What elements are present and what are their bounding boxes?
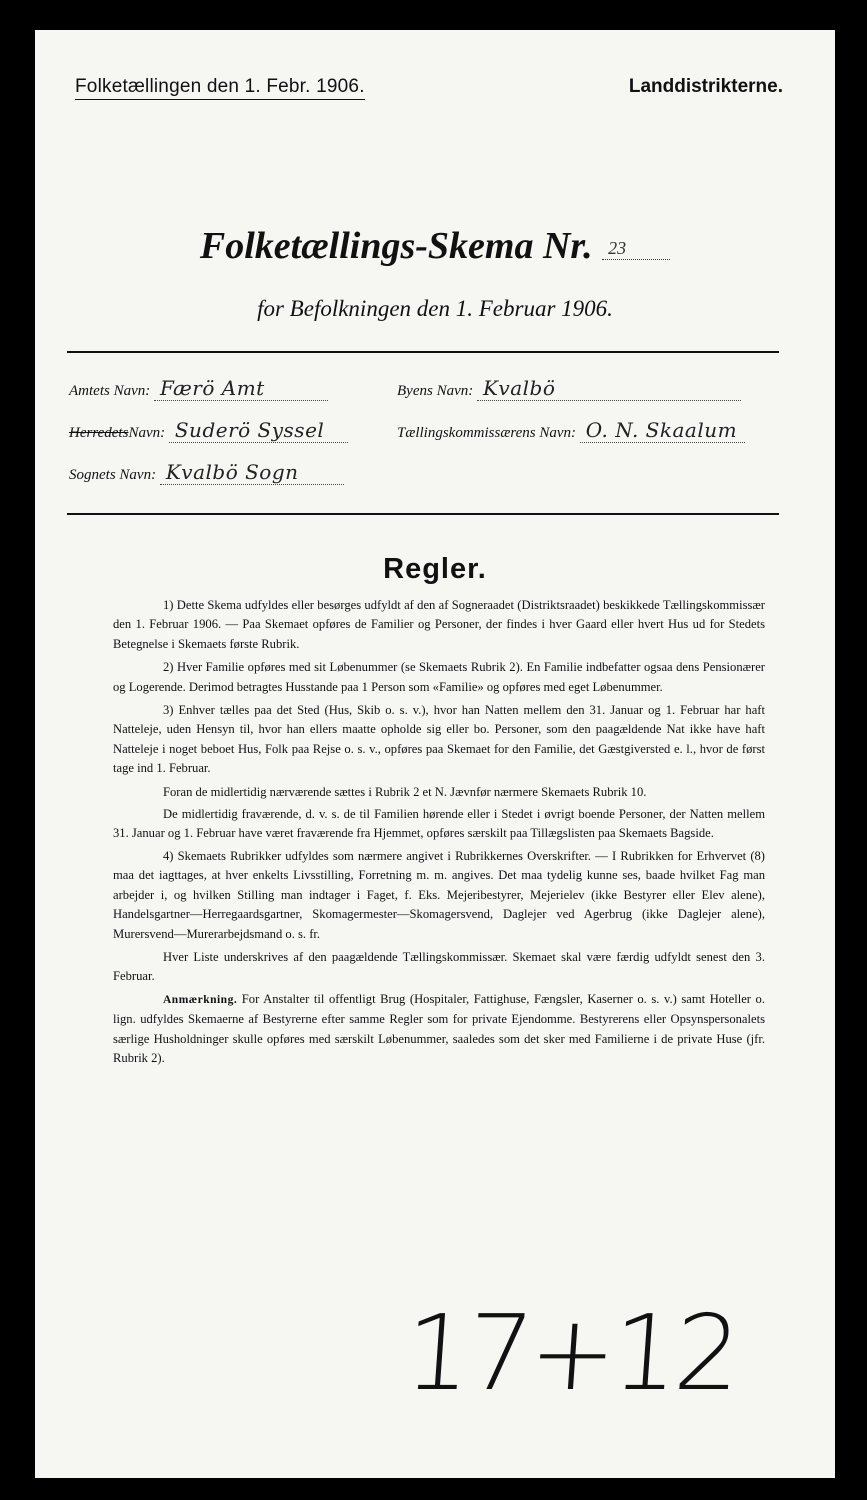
amt-field bbox=[69, 376, 328, 401]
form-title-text: Folketællings-Skema Nr. bbox=[199, 225, 593, 267]
bottom-divider bbox=[67, 513, 779, 515]
form-number: 23 bbox=[602, 238, 670, 260]
kommissaer-field bbox=[397, 418, 745, 443]
note-heading: Anmærkning. bbox=[163, 993, 238, 1006]
herred-label-rest: Navn: bbox=[128, 425, 166, 441]
handwritten-total: 17+12 bbox=[400, 1292, 742, 1414]
sogn-label: Sognets Navn: bbox=[69, 467, 157, 483]
census-date-header: Folketællingen den 1. Febr. 1906. bbox=[75, 76, 365, 100]
by-label: Byens Navn: bbox=[397, 383, 474, 399]
kommissaer-value: O. N. Skaalum bbox=[580, 418, 745, 443]
by-field bbox=[397, 376, 741, 401]
rule-4: 4) Skemaets Rubrikker udfyldes som nærmere angivet i Rubrikkernes Overskrifter. — I Rubrikken for Erhvervet (8) maa det iagttages, at hver enkelts Livsstilling, Forretning m. m. angives. Det maa tydelig kunne ses, baade hvilket Fag man arbejder i, og hvilken Stilling man indtager i Faget, f. Eks. Mejeribestyrer, Mejerielev (ikke Bestyrer eller Elev alene), Handelsgartner—Herregaardsgartner, Skomagermester—Skomagersvend, Daglejer ved Agerbrug (ikke Daglejer alene), Murersvend—Murerarbejdsmand o. s. fr. bbox=[113, 848, 765, 941]
herred-label-struck: Herredets bbox=[69, 425, 129, 441]
herred-field bbox=[69, 418, 348, 443]
rules-text bbox=[113, 596, 765, 1072]
sogn-field bbox=[69, 460, 344, 485]
form-title bbox=[35, 224, 835, 268]
census-form-page bbox=[35, 30, 835, 1478]
rule-4-signature: Hver Liste underskrives af den paagældende Tællingskommissær. Skemaet skal være færdig udfyldt senest den 3. Februar. bbox=[113, 949, 765, 984]
rule-3-present: Foran de midlertidig nærværende sættes i Rubrik 2 et N. Jævnfør nærmere Skemaets Rubrik 10. bbox=[163, 784, 647, 799]
herred-value: Suderö Syssel bbox=[169, 418, 348, 443]
sogn-value: Kvalbö Sogn bbox=[160, 460, 344, 485]
top-divider bbox=[67, 351, 779, 353]
amt-value: Færö Amt bbox=[154, 376, 328, 401]
rule-note bbox=[113, 990, 765, 1069]
by-value: Kvalbö bbox=[477, 376, 741, 401]
rules-heading: Regler. bbox=[383, 553, 487, 585]
note-text: For Anstalter til offentligt Brug (Hospitaler, Fattighuse, Fængsler, Kaserner o. s. v.) samt Hoteller o. lign. udfyldes Skemaerne af Bestyrerne efter samme Regler som for private Ejendomme. Bestyrerens eller Opsynspersonalets særlige Husholdninger skulle opføres med særskilt Løbenummer, saaledes som det sker med Familierne i de private Huse (jfr. Rubrik 2). bbox=[113, 991, 765, 1065]
herred-label bbox=[69, 425, 165, 441]
rule-2: 2) Hver Familie opføres med sit Løbenummer (se Skemaets Rubrik 2). En Familie indbefatter ogsaa dens Pensionærer og Logerende. Derimod betragtes Husstande paa 1 Person som «Familie» og opføres med eget Løbenummer. bbox=[113, 660, 765, 694]
rule-3: 3) Enhver tælles paa det Sted (Hus, Skib o. s. v.), hvor han Natten mellem den 31. Januar og 1. Februar har haft Natteleje, uden Hensyn til, hvor han ellers maatte opholde sig eller bo. Personer, som den paagældende Nat ikke have haft Natteleje i noget beboet Hus, Folk paa Rejse o. s. v., opføres paa Skemaet for den Familie, det Gæstgiversted e. l., hvor de først tage ind 1. Februar. bbox=[113, 703, 765, 776]
amt-label: Amtets Navn: bbox=[69, 383, 151, 399]
form-subtitle: for Befolkningen den 1. Februar 1906. bbox=[257, 296, 613, 321]
rule-3-absent: De midlertidig fraværende, d. v. s. de til Familien hørende eller i Stedet i øvrigt boende Personer, der Natten mellem 31. Januar og 1. Februar have været fraværende fra Hjemmet, opføres særskilt paa Tillægslisten paa Skemaets Bagside. bbox=[113, 807, 765, 841]
district-type-header: Landdistrikterne. bbox=[628, 76, 783, 97]
rule-1: 1) Dette Skema udfyldes eller besørges udfyldt af den af Sogneraadet (Distriktsraadet) beskikkede Tællingskommissær den 1. Februar 1906. — Paa Skemaet opføres de Familier og Personer, der findes i hver Gaard eller hvert Hus ud for Stedets Betegnelse i Skemaets første Rubrik. bbox=[113, 598, 765, 651]
kommissaer-label: Tællingskommissærens Navn: bbox=[397, 425, 577, 441]
